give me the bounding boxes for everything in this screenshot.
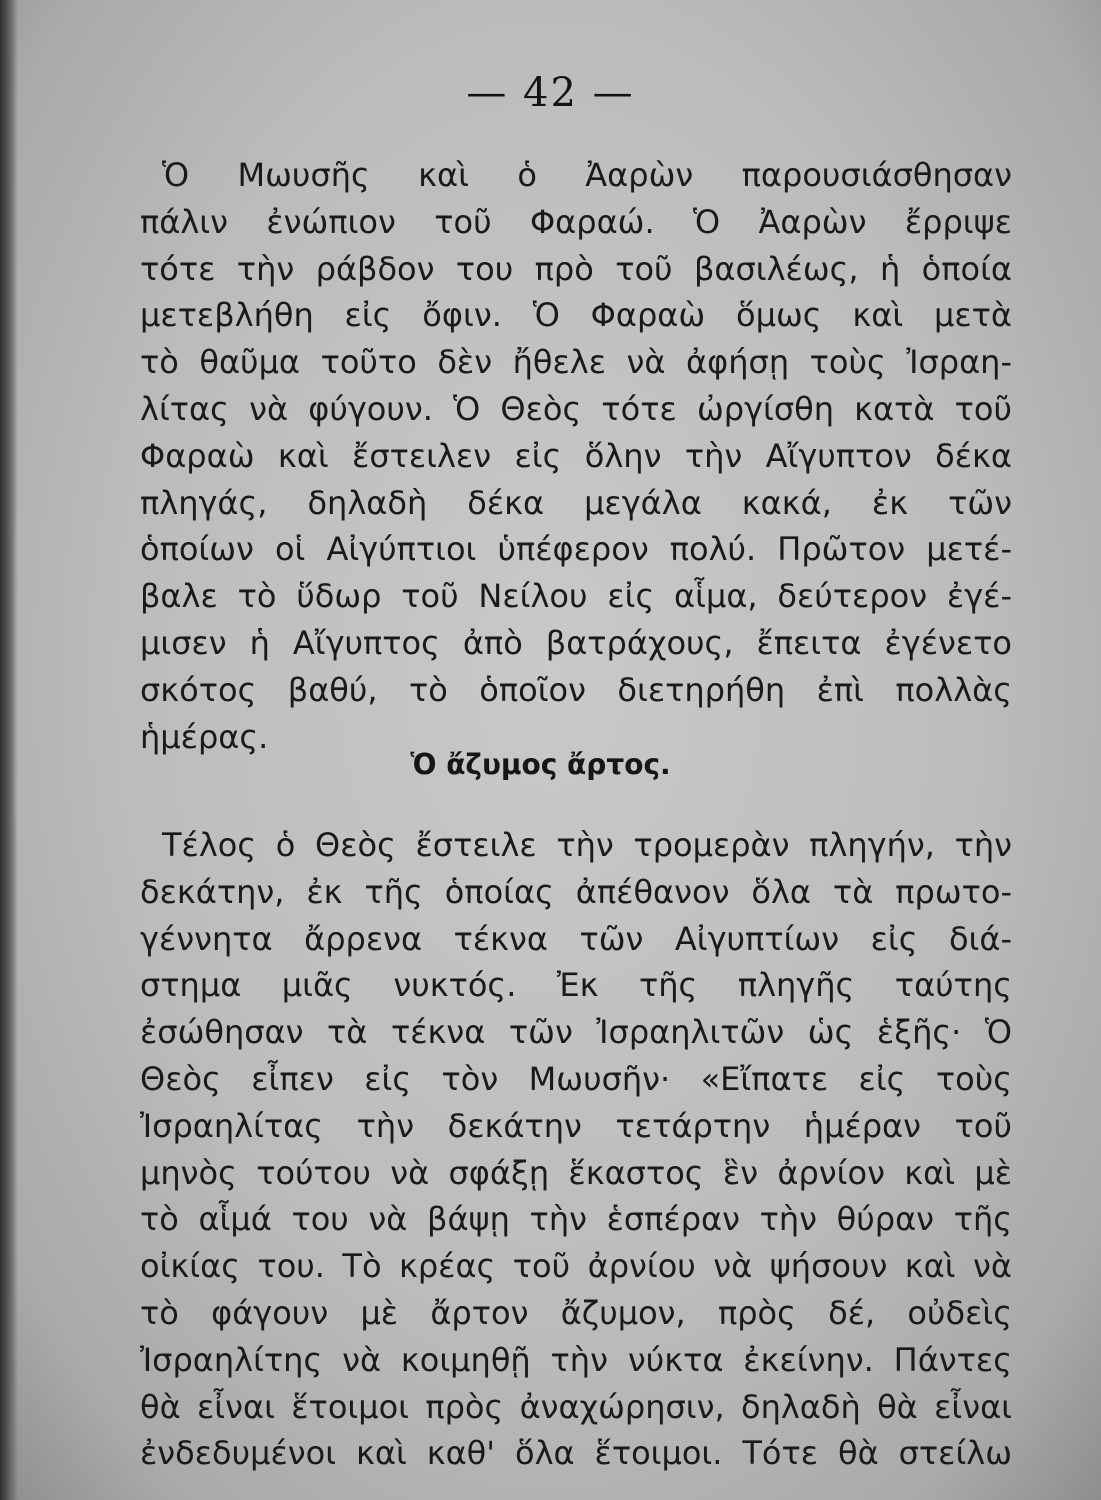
text-line: τὸ φάγουν μὲ ἄρτον ἄζυμον, πρὸς δέ, οὐδεὶς	[140, 1293, 1012, 1332]
text-line: Φαραὼ καὶ ἔστειλεν εἰς ὅλην τὴν Αἴγυπτον δέκα	[140, 436, 1012, 475]
text-line: γέννητα ἄρρενα τέκνα τῶν Αἰγυπτίων εἰς διά-	[140, 919, 1012, 958]
text-line: μηνὸς τούτου νὰ σφάξῃ ἕκαστος ἓν ἀρνίον καὶ μὲ	[140, 1153, 1012, 1192]
text-line: πληγάς, δηλαδὴ δέκα μεγάλα κακά, ἐκ τῶν	[140, 483, 1012, 522]
text-line: στημα μιᾶς νυκτός. Ἐκ τῆς πληγῆς ταύτης	[140, 966, 1012, 1005]
text-line: σκότος βαθύ, τὸ ὁποῖον διετηρήθη ἐπὶ πολλὰς	[140, 670, 1012, 709]
text-line: Ἰσραηλίτας τὴν δεκάτην τετάρτην ἡμέραν τοῦ	[140, 1106, 1012, 1145]
text-line: οἰκίας του. Τὸ κρέας τοῦ ἀρνίου νὰ ψήσουν καὶ νὰ	[140, 1247, 1012, 1286]
text-line: τὸ θαῦμα τοῦτο δὲν ἤθελε νὰ ἀφήσῃ τοὺς Ἰσραη-	[140, 343, 1012, 382]
text-line: τότε τὴν ράβδον του πρὸ τοῦ βασιλέως, ἡ ὁποία	[140, 249, 1012, 288]
text-line: μισεν ἡ Αἴγυπτος ἀπὸ βατράχους, ἔπειτα ἐγένετο	[140, 623, 1012, 662]
section-heading: Ὁ ἄζυμος ἄρτος.	[410, 748, 671, 781]
text-line: Τέλος ὁ Θεὸς ἔστειλε τὴν τρομερὰν πληγήν, τὴν	[162, 826, 1012, 864]
text-line: ἡμέρας.	[140, 717, 269, 756]
paragraph-1	[140, 152, 1012, 760]
page-number: — 42 —	[466, 70, 635, 116]
text-line: Θεὸς εἶπεν εἰς τὸν Μωυσῆν· «Εἴπατε εἰς τοὺς	[140, 1059, 1012, 1098]
text-line: τὸ αἷμά του νὰ βάψῃ τὴν ἑσπέραν τὴν θύραν τῆς	[140, 1200, 1012, 1239]
paragraph-2	[140, 822, 1012, 1477]
text-line: ὁποίων οἱ Αἰγύπτιοι ὑπέφερον πολύ. Πρῶτον μετέ-	[140, 530, 1012, 569]
text-line: ἐσώθησαν τὰ τέκνα τῶν Ἰσραηλιτῶν ὡς ἑξῆς· Ὁ	[140, 1013, 1012, 1052]
text-line: Ἰσραηλίτης νὰ κοιμηθῇ τὴν νύκτα ἐκείνην. Πάντες	[140, 1340, 1012, 1379]
text-line: Ὁ Μωυσῆς καὶ ὁ Ἀαρὼν παρουσιάσθησαν	[162, 156, 1012, 194]
text-line: λίτας νὰ φύγουν. Ὁ Θεὸς τότε ὠργίσθη κατὰ τοῦ	[140, 389, 1012, 428]
text-line: βαλε τὸ ὕδωρ τοῦ Νείλου εἰς αἷμα, δεύτερον ἐγέ-	[140, 577, 1012, 616]
text-line: μετεβλήθη εἰς ὄφιν. Ὁ Φαραὼ ὅμως καὶ μετὰ	[140, 296, 1012, 335]
text-line: θὰ εἶναι ἕτοιμοι πρὸς ἀναχώρησιν, δηλαδὴ θὰ εἶναι	[140, 1387, 1012, 1426]
text-line: πάλιν ἐνώπιον τοῦ Φαραώ. Ὁ Ἀαρὼν ἔρριψε	[140, 202, 1012, 241]
text-line: ἐνδεδυμένοι καὶ καθ' ὅλα ἕτοιμοι. Τότε θὰ στείλω	[140, 1434, 1012, 1473]
text-line: δεκάτην, ἐκ τῆς ὁποίας ἀπέθανον ὅλα τὰ πρωτο-	[140, 872, 1012, 911]
